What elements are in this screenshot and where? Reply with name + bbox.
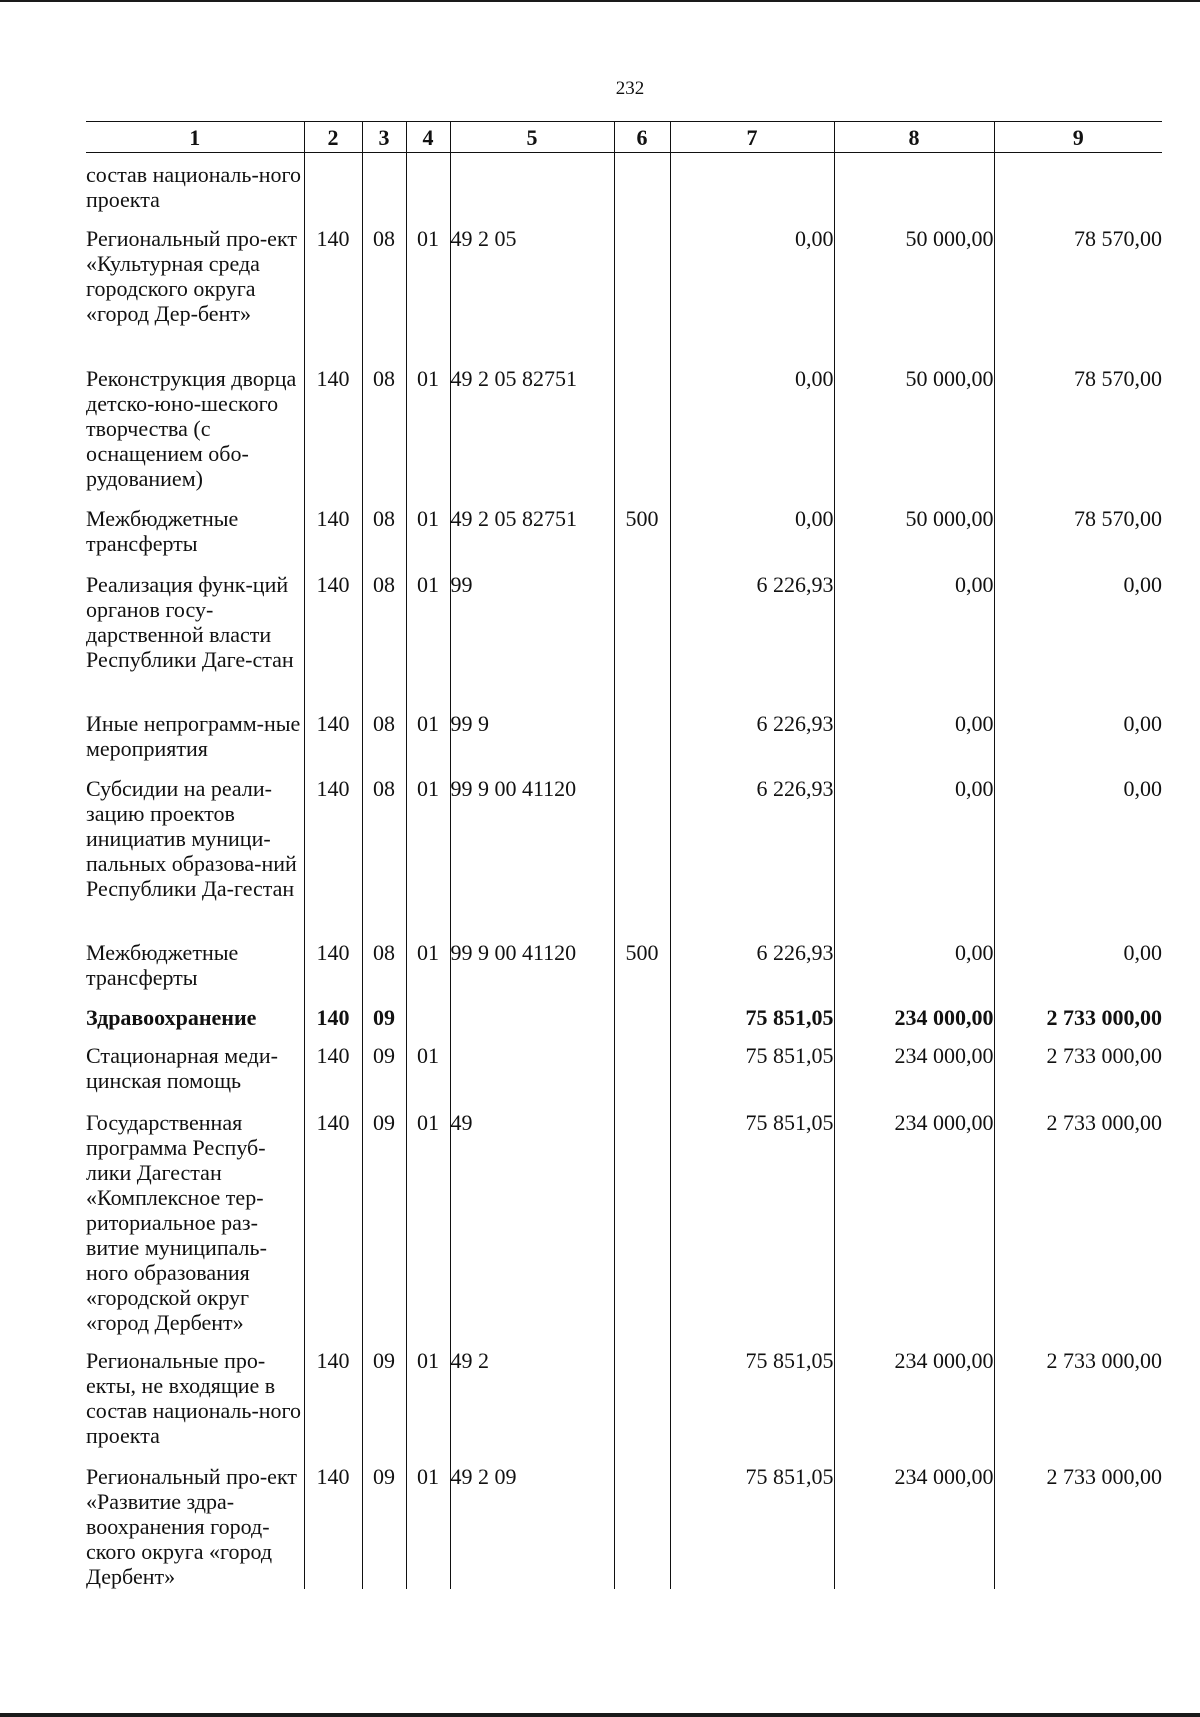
cell-c7: 6 226,93 bbox=[670, 565, 834, 704]
cell-c8: 234 000,00 bbox=[834, 1342, 994, 1458]
cell-c8: 0,00 bbox=[834, 565, 994, 704]
cell-c3: 08 bbox=[362, 565, 406, 704]
cell-c2: 140 bbox=[304, 769, 362, 933]
cell-c6 bbox=[614, 1342, 670, 1458]
table-row bbox=[86, 769, 1162, 933]
cell-c6 bbox=[614, 219, 670, 359]
cell-c8: 0,00 bbox=[834, 769, 994, 933]
cell-c5: 99 bbox=[450, 565, 614, 704]
cell-c8: 0,00 bbox=[834, 704, 994, 769]
cell-c3: 08 bbox=[362, 933, 406, 999]
col-header: 8 bbox=[834, 122, 994, 153]
cell-c8: 234 000,00 bbox=[834, 999, 994, 1037]
cell-c2 bbox=[304, 153, 362, 220]
cell-c6 bbox=[614, 153, 670, 220]
cell-c4: 01 bbox=[406, 769, 450, 933]
cell-c2: 140 bbox=[304, 1037, 362, 1104]
cell-c5: 99 9 00 41120 bbox=[450, 933, 614, 999]
cell-c4: 01 bbox=[406, 704, 450, 769]
cell-c2: 140 bbox=[304, 359, 362, 499]
cell-c4 bbox=[406, 999, 450, 1037]
cell-c6 bbox=[614, 704, 670, 769]
header-row bbox=[86, 122, 1162, 153]
cell-c9 bbox=[994, 153, 1162, 220]
cell-c3: 08 bbox=[362, 219, 406, 359]
cell-c7: 75 851,05 bbox=[670, 1037, 834, 1104]
cell-c5: 49 2 05 82751 bbox=[450, 499, 614, 565]
cell-c9: 78 570,00 bbox=[994, 359, 1162, 499]
table-row bbox=[86, 359, 1162, 499]
cell-c3: 09 bbox=[362, 1037, 406, 1104]
cell-c3: 09 bbox=[362, 999, 406, 1037]
cell-c9: 78 570,00 bbox=[994, 499, 1162, 565]
cell-c7: 0,00 bbox=[670, 499, 834, 565]
cell-c8 bbox=[834, 153, 994, 220]
col-header: 7 bbox=[670, 122, 834, 153]
scan-edge-top bbox=[0, 0, 1200, 2]
cell-c4: 01 bbox=[406, 219, 450, 359]
cell-c9: 0,00 bbox=[994, 769, 1162, 933]
cell-c5: 49 2 bbox=[450, 1342, 614, 1458]
cell-c4: 01 bbox=[406, 1458, 450, 1589]
cell-c7: 75 851,05 bbox=[670, 1458, 834, 1589]
cell-c5 bbox=[450, 1037, 614, 1104]
cell-c6: 500 bbox=[614, 499, 670, 565]
cell-c7: 75 851,05 bbox=[670, 999, 834, 1037]
cell-c4: 01 bbox=[406, 1342, 450, 1458]
cell-c3: 09 bbox=[362, 1342, 406, 1458]
cell-c4: 01 bbox=[406, 359, 450, 499]
cell-c7: 0,00 bbox=[670, 359, 834, 499]
cell-c9: 2 733 000,00 bbox=[994, 1104, 1162, 1342]
cell-c2: 140 bbox=[304, 933, 362, 999]
cell-c5: 49 2 05 82751 bbox=[450, 359, 614, 499]
cell-c3: 08 bbox=[362, 704, 406, 769]
cell-c5 bbox=[450, 153, 614, 220]
row-name: Субсидии на реали-зацию проектов инициатив муници-пальных образова-ний Республики Да-гестан bbox=[86, 776, 297, 901]
cell-c5: 49 bbox=[450, 1104, 614, 1342]
row-name: Региональные про-екты, не входящие в состав националь-ного проекта bbox=[86, 1348, 302, 1448]
cell-c8: 50 000,00 bbox=[834, 359, 994, 499]
row-name: состав националь-ного проекта bbox=[86, 162, 302, 212]
cell-c6 bbox=[614, 1458, 670, 1589]
cell-c3: 08 bbox=[362, 499, 406, 565]
cell-c5: 49 2 05 bbox=[450, 219, 614, 359]
cell-c9: 2 733 000,00 bbox=[994, 1037, 1162, 1104]
table-row bbox=[86, 704, 1162, 769]
row-name: Государственная программа Респуб-лики Дагестан «Комплексное тер-риториальное раз-витие муниципаль-ного образования «городской округ «город Дербент» bbox=[86, 1110, 267, 1335]
table-row bbox=[86, 1458, 1162, 1589]
cell-c3: 09 bbox=[362, 1458, 406, 1589]
table-row bbox=[86, 565, 1162, 704]
cell-c7: 6 226,93 bbox=[670, 769, 834, 933]
page-number: 232 bbox=[615, 78, 645, 99]
table-row bbox=[86, 219, 1162, 359]
cell-c6 bbox=[614, 1104, 670, 1342]
cell-c6 bbox=[614, 565, 670, 704]
cell-c3: 09 bbox=[362, 1104, 406, 1342]
col-header: 3 bbox=[362, 122, 406, 153]
table-row bbox=[86, 153, 1162, 220]
row-name: Иные непрограмм-ные мероприятия bbox=[86, 711, 301, 761]
cell-c2: 140 bbox=[304, 1458, 362, 1589]
cell-c4: 01 bbox=[406, 933, 450, 999]
cell-c6 bbox=[614, 359, 670, 499]
cell-c9: 0,00 bbox=[994, 933, 1162, 999]
col-header: 2 bbox=[304, 122, 362, 153]
budget-table bbox=[86, 121, 1162, 1589]
col-header: 5 bbox=[450, 122, 614, 153]
col-header: 1 bbox=[86, 122, 304, 153]
cell-c8: 234 000,00 bbox=[834, 1458, 994, 1589]
cell-c5: 99 9 bbox=[450, 704, 614, 769]
cell-c5: 99 9 00 41120 bbox=[450, 769, 614, 933]
cell-c4: 01 bbox=[406, 1104, 450, 1342]
cell-c9: 78 570,00 bbox=[994, 219, 1162, 359]
cell-c8: 50 000,00 bbox=[834, 499, 994, 565]
col-header: 9 bbox=[994, 122, 1162, 153]
cell-c8: 50 000,00 bbox=[834, 219, 994, 359]
cell-c8: 234 000,00 bbox=[834, 1037, 994, 1104]
cell-c4 bbox=[406, 153, 450, 220]
row-name: Здравоохранение bbox=[86, 1005, 257, 1030]
cell-c6: 500 bbox=[614, 933, 670, 999]
cell-c3: 08 bbox=[362, 359, 406, 499]
cell-c7: 6 226,93 bbox=[670, 933, 834, 999]
row-name: Межбюджетные трансферты bbox=[86, 940, 239, 990]
cell-c2: 140 bbox=[304, 1104, 362, 1342]
cell-c2: 140 bbox=[304, 219, 362, 359]
cell-c5 bbox=[450, 999, 614, 1037]
cell-c7: 6 226,93 bbox=[670, 704, 834, 769]
cell-c2: 140 bbox=[304, 704, 362, 769]
cell-c9: 2 733 000,00 bbox=[994, 1342, 1162, 1458]
cell-c2: 140 bbox=[304, 565, 362, 704]
table-row bbox=[86, 933, 1162, 999]
cell-c9: 2 733 000,00 bbox=[994, 1458, 1162, 1589]
cell-c2: 140 bbox=[304, 499, 362, 565]
cell-c5: 49 2 09 bbox=[450, 1458, 614, 1589]
cell-c7: 75 851,05 bbox=[670, 1104, 834, 1342]
cell-c6 bbox=[614, 769, 670, 933]
cell-c9: 0,00 bbox=[994, 704, 1162, 769]
table-row bbox=[86, 499, 1162, 565]
cell-c6 bbox=[614, 1037, 670, 1104]
cell-c4: 01 bbox=[406, 565, 450, 704]
cell-c3: 08 bbox=[362, 769, 406, 933]
cell-c2: 140 bbox=[304, 999, 362, 1037]
cell-c7 bbox=[670, 153, 834, 220]
cell-c3 bbox=[362, 153, 406, 220]
table-row bbox=[86, 1104, 1162, 1342]
cell-c8: 0,00 bbox=[834, 933, 994, 999]
cell-c8: 234 000,00 bbox=[834, 1104, 994, 1342]
table-row bbox=[86, 1342, 1162, 1458]
cell-c7: 0,00 bbox=[670, 219, 834, 359]
cell-c4: 01 bbox=[406, 499, 450, 565]
row-name: Реконструкция дворца детско-юно-шеского творчества (с оснащением обо-рудованием) bbox=[86, 366, 297, 491]
cell-c7: 75 851,05 bbox=[670, 1342, 834, 1458]
cell-c2: 140 bbox=[304, 1342, 362, 1458]
row-name: Региональный про-ект «Культурная среда городского округа «город Дер-бент» bbox=[86, 226, 297, 326]
cell-c9: 2 733 000,00 bbox=[994, 999, 1162, 1037]
cell-c9: 0,00 bbox=[994, 565, 1162, 704]
col-header: 6 bbox=[614, 122, 670, 153]
row-name: Межбюджетные трансферты bbox=[86, 506, 239, 556]
row-name: Стационарная меди-цинская помощь bbox=[86, 1043, 278, 1093]
row-name: Реализация функ-ций органов госу-дарственной власти Республики Даге-стан bbox=[86, 572, 294, 672]
table-row bbox=[86, 999, 1162, 1037]
row-name: Региональный про-ект «Развитие здра-воохранения город-ского округа «город Дербент» bbox=[86, 1464, 297, 1589]
scan-edge-bottom bbox=[0, 1713, 1200, 1717]
col-header: 4 bbox=[406, 122, 450, 153]
cell-c4: 01 bbox=[406, 1037, 450, 1104]
cell-c6 bbox=[614, 999, 670, 1037]
table-row bbox=[86, 1037, 1162, 1104]
